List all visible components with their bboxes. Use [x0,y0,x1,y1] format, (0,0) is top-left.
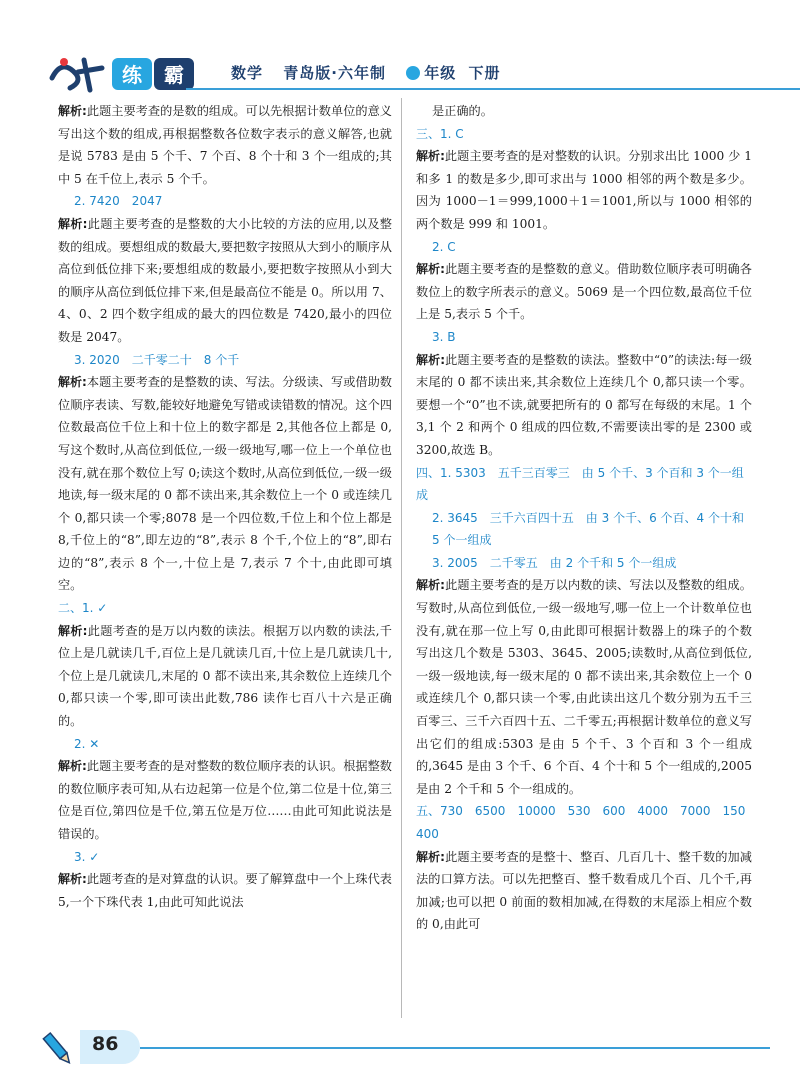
analysis-label: 解析: [58,375,87,390]
answer-line: 3. 2005 二千零五 由 2 个千和 5 个一组成 [432,555,677,570]
section-answer: 三、1. C [416,126,464,141]
analysis-label: 解析: [58,623,88,638]
analysis-text: 此题考查的是对算盘的认识。要了解算盘中一个上珠代表 5,一个下珠代表 1,由此可知此说法 [58,872,392,909]
analysis-text: 此题主要考查的是整数的读法。整数中“0”的读法:每一级末尾的 0 都不读出来,其余数位上连续几个 0,都只读一个零。要想一个“0”也不读,就要把所有的 0 都写在每级的末尾。1 个 3,1 个 2 和两个 0 组成的四位数,不需要读出零的是 2300 或 3200,故选 B。 [416,352,752,457]
page-header [36,28,776,98]
analysis-text: 此题主要考查的是整十、整百、几百几十、整千数的加减法的口算方法。可以先把整百、整千数看成几个百、几个千,再加减;也可以把 0 前面的数相加减,在得数的末尾添上相应个数的 0,由此可 [416,849,752,932]
analysis-label: 解析: [416,578,445,593]
analysis-paragraph [58,100,392,190]
analysis-paragraph [58,868,392,913]
analysis-text: 此题主要考查的是万以内数的读、写法以及整数的组成。写数时,从高位到低位,一级一级地写,哪一位上一个计数单位也没有,就在那一位上写 0,由此即可根据计数器上的珠子的个数写出这几个数是 5303、3645、2005;读数时,从高位到低位,一级一级地读,每一级末尾的 0 都不读出来,其余数位上一个 0 或连续几个 0,都只读一个零,由此读出这几个数分别为五千三百零三、三千六百四十五、二千零五;再根据计数单位的意义写出它们的组成:5303 是由 5 个千、3 个百和 3 个一组成的,3645 是由 3 个千、6 个百、4 个十和 5 个一组成的,2005 是由 2 个千和 5 个一组成的。 [416,578,752,796]
header-subject: 数学 [231,64,264,82]
section-answer: 五、730 6500 10000 530 600 4000 7000 150 400 [416,804,758,841]
analysis-text: 此题主要考查的是整数的大小比较的方法的应用,以及整数的组成。要想组成的数最大,要把数字按照从大到小的顺序从高位到低位排下来;要想组成的数最小,要把数字按照从小到大的顺序从高位到低位排下来,但是最高位不能是 0。所以用 7、4、0、2 四个数字组成的最大的四位数是 7420,最小的四位数是 2047。 [58,216,392,344]
answer-line: 3. B [432,329,456,344]
analysis-text: 此题主要考查的是整数的意义。借助数位顺序表可明确各数位上的数字所表示的意义。5069 是一个四位数,最高位千位上是 5,表示 5 个千。 [416,262,752,322]
analysis-label: 解析: [58,216,88,231]
page-number: 86 [92,1033,119,1055]
continued-text: 是正确的。 [432,104,493,118]
answer-line: 3. 2020 二千零二十 8 个千 [74,352,240,367]
analysis-text: 此题主要考查的是数的组成。可以先根据计数单位的意义写出这个数的组成,再根据整数各位数字表示的意义解答,也就是说 5783 是由 5 个千、7 个百、8 个十和 3 个一组成的;其中 5 在千位上,表示 5 个千。 [58,104,392,186]
right-column [416,100,758,936]
analysis-paragraph [416,145,752,235]
answer-line: 3. ✓ [74,849,100,864]
analysis-paragraph [58,620,392,733]
analysis-paragraph [58,755,392,845]
analysis-label: 解析: [58,104,87,118]
analysis-paragraph [416,258,752,326]
header-edition: 青岛版·六年制 [283,64,386,82]
analysis-label: 解析: [416,149,445,164]
answer-line: 2. ✕ [74,736,100,751]
pencil-icon [38,1030,78,1070]
analysis-label: 解析: [58,872,87,887]
svg-text:练: 练 [122,63,142,87]
analysis-paragraph [58,371,392,597]
header-rule [186,88,800,90]
answer-line: 2. 3645 三千六百四十五 由 3 个千、6 个百、4 个十和 5 个一组成 [432,510,744,548]
left-column [58,100,392,913]
footer-rule [140,1047,770,1049]
analysis-paragraph [416,846,752,936]
svg-text:霸: 霸 [164,63,184,87]
brand-logo [48,48,198,98]
analysis-paragraph [416,574,752,800]
analysis-paragraph [58,213,392,349]
section-answer: 二、1. ✓ [58,601,108,616]
column-divider [401,98,402,1018]
analysis-label: 解析: [416,262,445,277]
analysis-text: 此题考查的是万以内数的读法。根据万以内数的读法,千位上是几就读几千,百位上是几就读几百,十位上是几就读几十,个位上是几就读几,末尾的 0 都不读出来,其余数位上连续几个 0,都只读一个零,即可读出此数,786 读作七百八十六是正确的。 [58,623,392,729]
answer-line: 2. C [432,239,456,254]
analysis-text: 本题主要考查的是整数的读、写法。分级读、写或借助数位顺序表读、写数,能较好地避免写错或读错数的情况。这个四位数最高位千位上和十位上的数字都是 2,其他各位上都是 0,写这个数时,从高位到低位,一级一级地写,哪一位上一个单位也没有,就在那个数位上写 0;读这个数时,从高位到低位,一级一级地读,每一级末尾的 0 都不读出来,其余数位上一个 0 或连续几个 0,都只读一个零;8078 是一个四位数,千位上和个位上都是 8,千位上的“8”,即左边的“8”,表示 8 个千,个位上的“8”,即右边的“8”,表示 8 个一,十位上是 7,表示 7 个十,由此即可填空。 [58,375,392,593]
analysis-text: 此题主要考查的是对整数的认识。分别求出比 1000 少 1 和多 1 的数是多少,即可求出与 1000 相邻的两个数是多少。因为 1000－1＝999,1000＋1＝1001,所以与 1000 相邻的两个数是 999 和 1001。 [416,149,752,231]
analysis-label: 解析: [416,849,445,864]
header-grade: 年级 [424,64,457,82]
section-answer: 四、1. 5303 五千三百零三 由 5 个千、3 个百和 3 个一组成 [416,465,744,503]
analysis-label: 解析: [416,352,445,367]
analysis-text: 此题主要考查的是对整数的数位顺序表的认识。根据整数的数位顺序表可知,从右边起第一位是个位,第二位是十位,第三位是百位,第四位是千位,第五位是万位……由此可知此说法是错误的。 [58,759,392,841]
grade-circle-icon [406,66,420,80]
analysis-paragraph [416,349,752,462]
header-volume: 下册 [468,64,501,82]
answer-line: 2. 7420 2047 [74,194,163,209]
header-title [231,62,500,83]
analysis-label: 解析: [58,759,87,774]
